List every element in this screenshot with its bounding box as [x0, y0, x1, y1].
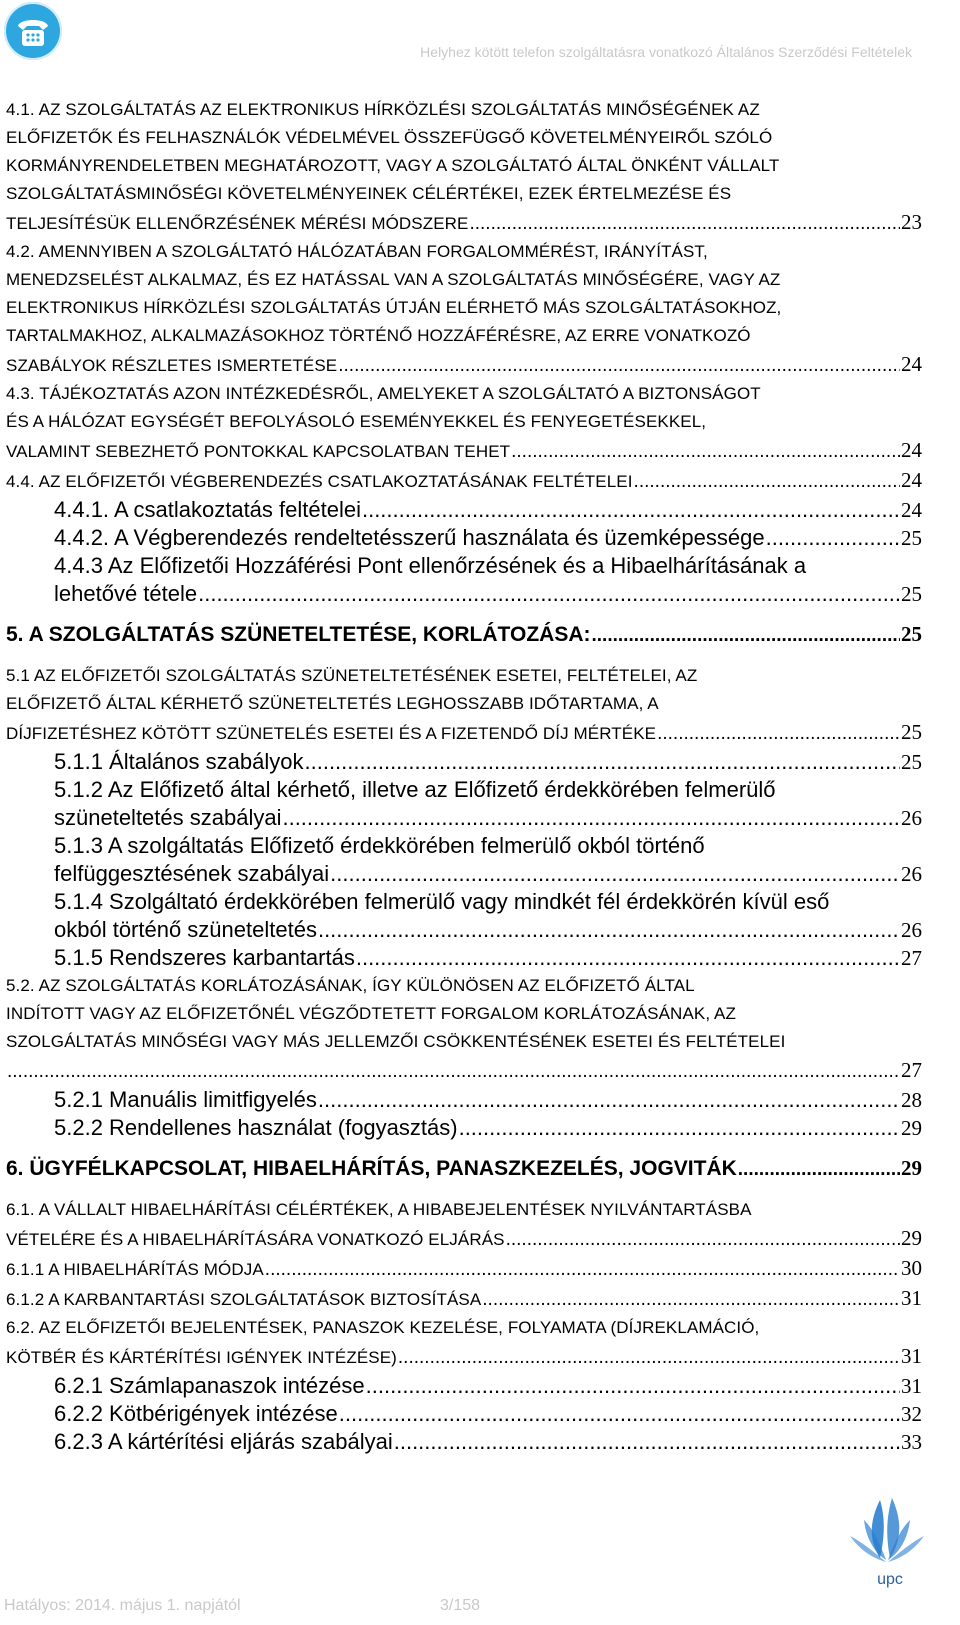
toc-entry-6-1[interactable]: [6, 1196, 922, 1254]
page-number: 25: [901, 526, 922, 550]
toc-entry-5[interactable]: [6, 620, 922, 650]
toc-line: ELEKTRONIKUS HÍRKÖZLÉSI SZOLGÁLTATÁS ÚTJÁN ELÉRHETŐ MÁS SZOLGÁLTATÁSOKHOZ,: [6, 298, 782, 317]
toc-line: 6.2.1 Számlapanaszok intézése: [54, 1373, 365, 1398]
page-number: 26: [901, 862, 922, 886]
toc-line: KORMÁNYRENDELETBEN MEGHATÁROZOTT, VAGY A SZOLGÁLTATÓ ÁLTAL ÖNKÉNT VÁLLALT: [6, 156, 780, 175]
toc-line: 5.2.1 Manuális limitfigyelés: [54, 1087, 317, 1112]
toc-line: SZABÁLYOK RÉSZLETES ISMERTETÉSE: [6, 356, 338, 375]
dot-leader: [511, 438, 900, 466]
toc-entry-6-2-1[interactable]: [6, 1372, 922, 1400]
telephone-logo-icon: [4, 2, 62, 60]
toc-line: 5.1.5 Rendszeres karbantartás: [54, 945, 355, 970]
upc-logo-icon: [840, 1480, 936, 1590]
dot-leader: [282, 804, 900, 832]
table-of-contents: [6, 96, 922, 1456]
toc-line: INDÍTOTT VAGY AZ ELŐFIZETŐNÉL VÉGZŐDTETETT FORGALOM KORLÁTOZÁSÁNAK, AZ: [6, 1004, 736, 1023]
toc-entry-5-2-1[interactable]: [6, 1086, 922, 1114]
toc-line: ELŐFIZETŐ ÁLTAL KÉRHETŐ SZÜNETELTETÉS LEGHOSSZABB IDŐTARTAMA, A: [6, 694, 659, 713]
document-header-title: Helyhez kötött telefon szolgáltatásra vonatkozó Általános Szerződési Feltételek: [420, 44, 912, 60]
toc-line: VÉTELÉRE ÉS A HIBAELHÁRÍTÁSÁRA VONATKOZÓ ELJÁRÁS: [6, 1230, 505, 1249]
page-number: 25: [901, 622, 922, 646]
toc-entry-5-1-5[interactable]: [6, 944, 922, 972]
dot-leader: [318, 1086, 900, 1114]
toc-line: 6.2.3 A kártérítési eljárás szabályai: [54, 1429, 393, 1454]
toc-entry-5-2-2[interactable]: [6, 1114, 922, 1142]
toc-entry-4-2[interactable]: [6, 238, 922, 380]
toc-entry-5-1[interactable]: [6, 662, 922, 748]
toc-line: 5.1.2 Az Előfizető által kérhető, illetve az Előfizető érdekkörében felmerülő: [54, 777, 776, 802]
toc-entry-4-1[interactable]: [6, 96, 922, 238]
page-number: 31: [901, 1374, 922, 1398]
toc-line: 6.2. AZ ELŐFIZETŐI BEJELENTÉSEK, PANASZOK KEZELÉSE, FOLYAMATA (DÍJREKLAMÁCIÓ,: [6, 1318, 760, 1337]
dot-leader: [7, 1058, 900, 1086]
toc-entry-6-2-2[interactable]: [6, 1400, 922, 1428]
toc-line: felfüggesztésének szabályai: [54, 861, 330, 886]
toc-line: szüneteltetés szabályai: [54, 805, 282, 830]
toc-line: 6.1.1 A HIBAELHÁRÍTÁS MÓDJA: [6, 1260, 264, 1279]
toc-entry-5-1-2[interactable]: [6, 776, 922, 832]
page-number: 33: [901, 1430, 922, 1454]
toc-line: 5.1.1 Általános szabályok: [54, 749, 304, 774]
toc-entry-4-4-3[interactable]: [6, 552, 922, 608]
page-number: 32: [901, 1402, 922, 1426]
page-number: 26: [901, 918, 922, 942]
dot-leader: [338, 352, 900, 380]
page-number: 26: [901, 806, 922, 830]
toc-line: 4.4.3 Az Előfizetői Hozzáférési Pont ellenőrzésének és a Hibaelhárításának a: [54, 553, 807, 578]
toc-line: 6. ÜGYFÉLKAPCSOLAT, HIBAELHÁRÍTÁS, PANASZKEZELÉS, JOGVITÁK: [6, 1157, 737, 1180]
toc-entry-5-2[interactable]: [6, 972, 922, 1086]
toc-line: 5.2.2 Rendellenes használat (fogyasztás): [54, 1115, 458, 1140]
dot-leader: [394, 1428, 900, 1456]
dot-leader: [198, 580, 900, 608]
dot-leader: [657, 720, 900, 748]
toc-line: 5.2. AZ SZOLGÁLTATÁS KORLÁTOZÁSÁNAK, ÍGY KÜLÖNÖSEN AZ ELŐFIZETŐ ÁLTAL: [6, 976, 695, 995]
page-number: 29: [901, 1156, 922, 1180]
dot-leader: [766, 524, 900, 552]
page-number: 25: [901, 720, 922, 744]
effective-date-footer: Hatályos: 2014. május 1. napjától: [4, 1597, 241, 1614]
toc-line: SZOLGÁLTATÁS MINŐSÉGI VAGY MÁS JELLEMZŐI CSÖKKENTÉSÉNEK ESETEI ÉS FELTÉTELEI: [6, 1032, 786, 1051]
toc-entry-4-4-1[interactable]: [6, 496, 922, 524]
dot-leader: [469, 210, 900, 238]
toc-entry-4-4[interactable]: [6, 466, 922, 496]
toc-entry-6-1-2[interactable]: [6, 1284, 922, 1314]
toc-line: lehetővé tétele: [54, 581, 198, 606]
toc-line: 6.1. A VÁLLALT HIBAELHÁRÍTÁSI CÉLÉRTÉKEK, A HIBABEJELENTÉSEK NYILVÁNTARTÁSBA: [6, 1200, 752, 1219]
page-number: 24: [901, 498, 922, 522]
page-number: 24: [901, 352, 922, 376]
toc-line: TELJESÍTÉSÜK ELLENŐRZÉSÉNEK MÉRÉSI MÓDSZERE: [6, 214, 469, 233]
toc-line: 6.2.2 Kötbérigények intézése: [54, 1401, 338, 1426]
page-number: 25: [901, 750, 922, 774]
toc-line: 4.1. AZ SZOLGÁLTATÁS AZ ELEKTRONIKUS HÍRKÖZLÉSI SZOLGÁLTATÁS MINŐSÉGÉNEK AZ: [6, 100, 760, 119]
toc-entry-4-3[interactable]: [6, 380, 922, 466]
dot-leader: [330, 860, 900, 888]
toc-entry-6[interactable]: [6, 1154, 922, 1184]
toc-line: KÖTBÉR ÉS KÁRTÉRÍTÉSI IGÉNYEK INTÉZÉSE): [6, 1348, 397, 1367]
toc-line: 5.1 AZ ELŐFIZETŐI SZOLGÁLTATÁS SZÜNETELTETÉSÉNEK ESETEI, FELTÉTELEI, AZ: [6, 666, 698, 685]
upc-logo-text: upc: [877, 1571, 903, 1588]
dot-leader: [482, 1286, 900, 1314]
dot-leader: [366, 1372, 900, 1400]
toc-entry-5-1-4[interactable]: [6, 888, 922, 944]
toc-line: ÉS A HÁLÓZAT EGYSÉGÉT BEFOLYÁSOLÓ ESEMÉNYEKKEL ÉS FENYEGETÉSEKKEL,: [6, 412, 707, 431]
dot-leader: [318, 916, 900, 944]
toc-line: 4.3. TÁJÉKOZTATÁS AZON INTÉZKEDÉSRŐL, AMELYEKET A SZOLGÁLTATÓ A BIZTONSÁGOT: [6, 384, 761, 403]
toc-line: 6.1.2 A KARBANTARTÁSI SZOLGÁLTATÁSOK BIZTOSÍTÁSA: [6, 1290, 482, 1309]
toc-entry-5-1-3[interactable]: [6, 832, 922, 888]
dot-leader: [592, 622, 901, 650]
page-number: 31: [901, 1286, 922, 1310]
toc-line: okból történő szüneteltetés: [54, 917, 317, 942]
dot-leader: [362, 496, 900, 524]
toc-line: DÍJFIZETÉSHEZ KÖTÖTT SZÜNETELÉS ESETEI ÉS A FIZETENDŐ DÍJ MÉRTÉKE: [6, 724, 657, 743]
page-number: 23: [901, 210, 922, 234]
dot-leader: [265, 1256, 900, 1284]
page-number: 24: [901, 438, 922, 462]
dot-leader: [339, 1400, 900, 1428]
toc-line: 5. A SZOLGÁLTATÁS SZÜNETELTETÉSE, KORLÁTOZÁSA:: [6, 623, 591, 646]
toc-line: 4.2. AMENNYIBEN A SZOLGÁLTATÓ HÁLÓZATÁBAN FORGALOMMÉRÉST, IRÁNYÍTÁST,: [6, 242, 708, 261]
toc-line: 5.1.4 Szolgáltató érdekkörében felmerülő vagy mindkét fél érdekkörén kívül eső: [54, 889, 830, 914]
toc-entry-5-1-1[interactable]: [6, 748, 922, 776]
dot-leader: [506, 1226, 900, 1254]
page-number: 29: [901, 1116, 922, 1140]
page-number: 25: [901, 582, 922, 606]
page-number-footer: 3/158: [440, 1597, 481, 1614]
toc-line: 4.4.2. A Végberendezés rendeltetésszerű használata és üzemképessége: [54, 525, 765, 550]
toc-line: VALAMINT SEBEZHETŐ PONTOKKAL KAPCSOLATBAN TEHET: [6, 442, 511, 461]
dot-leader: [356, 944, 900, 972]
dot-leader: [634, 468, 900, 496]
toc-line: TARTALMAKHOZ, ALKALMAZÁSOKHOZ TÖRTÉNŐ HOZZÁFÉRÉSRE, AZ ERRE VONATKOZÓ: [6, 326, 751, 345]
page-number: 29: [901, 1226, 922, 1250]
toc-line: MENEDZSELÉST ALKALMAZ, ÉS EZ HATÁSSAL VAN A SZOLGÁLTATÁS MINŐSÉGÉRE, VAGY AZ: [6, 270, 781, 289]
page-number: 31: [901, 1344, 922, 1368]
dot-leader: [305, 748, 901, 776]
dot-leader: [738, 1156, 900, 1184]
page-number: 27: [901, 946, 922, 970]
toc-line: ELŐFIZETŐK ÉS FELHASZNÁLÓK VÉDELMÉVEL ÖSSZEFÜGGŐ KÖVETELMÉNYEIRŐL SZÓLÓ: [6, 128, 773, 147]
toc-line: 4.4. AZ ELŐFIZETŐI VÉGBERENDEZÉS CSATLAKOZTATÁSÁNAK FELTÉTELEI: [6, 472, 633, 491]
dot-leader: [459, 1114, 900, 1142]
page-number: 28: [901, 1088, 922, 1112]
toc-line: SZOLGÁLTATÁSMINŐSÉGI KÖVETELMÉNYEINEK CÉLÉRTÉKEI, EZEK ÉRTELMEZÉSE ÉS: [6, 184, 732, 203]
toc-entry-4-4-2[interactable]: [6, 524, 922, 552]
toc-entry-6-1-1[interactable]: [6, 1254, 922, 1284]
toc-line: 5.1.3 A szolgáltatás Előfizető érdekkörében felmerülő okból történő: [54, 833, 705, 858]
toc-entry-6-2-3[interactable]: [6, 1428, 922, 1456]
page-number: 24: [901, 468, 922, 492]
toc-line: 4.4.1. A csatlakoztatás feltételei: [54, 497, 361, 522]
dot-leader: [398, 1344, 900, 1372]
page-number: 30: [901, 1256, 922, 1280]
page-number: 27: [901, 1058, 922, 1082]
toc-entry-6-2[interactable]: [6, 1314, 922, 1372]
